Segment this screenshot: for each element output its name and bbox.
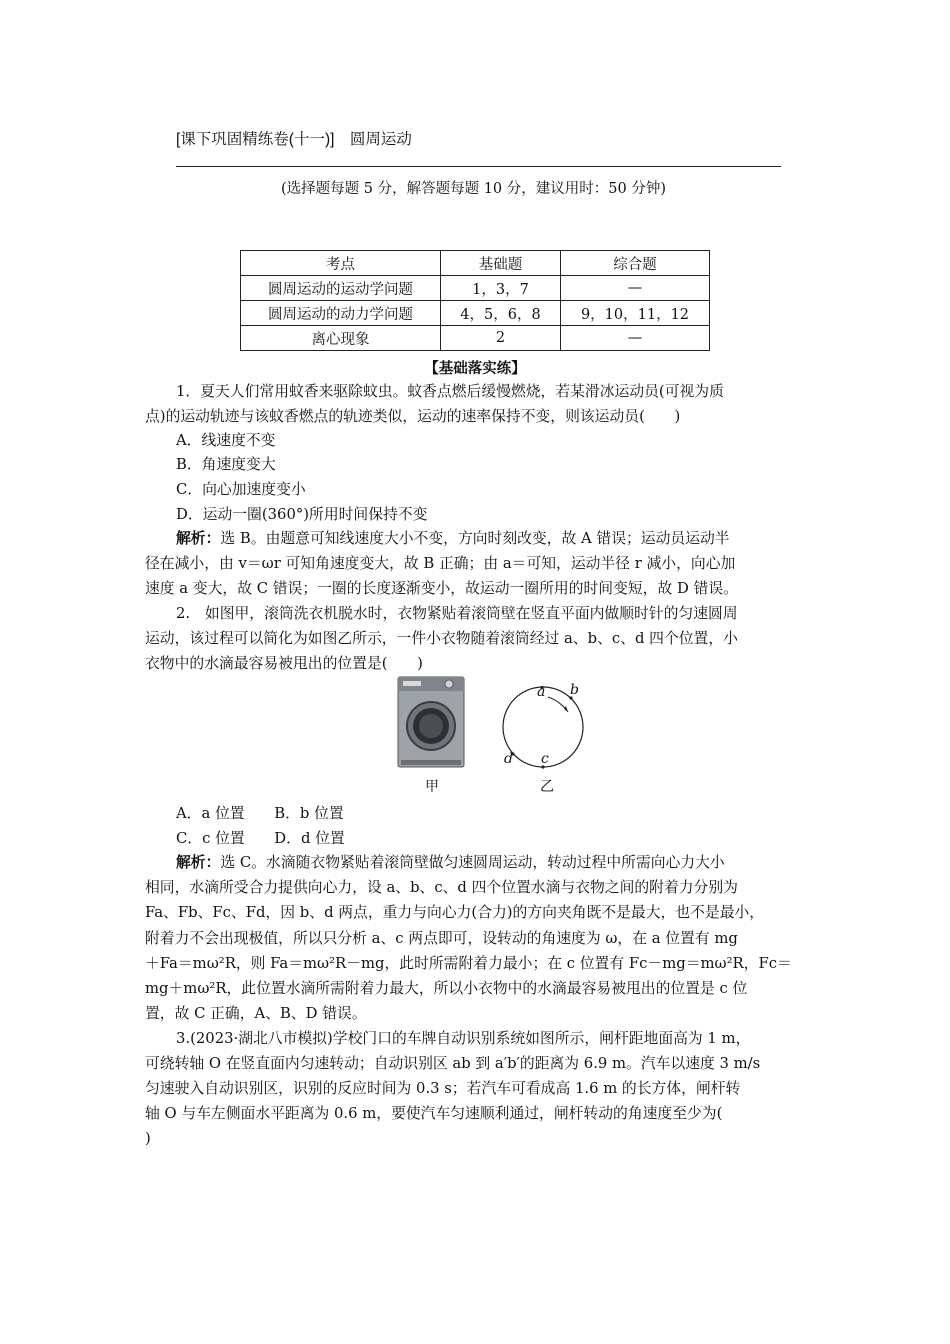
table-cell: — [561,276,710,301]
q2-solution-text: 选 C。水滴随衣物紧贴着滚筒壁做匀速圆周运动，转动过程中所需向心力大小 [220,854,725,871]
table-cell: 1，3，7 [441,276,561,301]
q3-line: 3.(2023·湖北八市模拟)学校门口的车牌自动识别系统如图所示，闸杆距地面高为 1 m， [176,1030,751,1047]
q2-options-cd: C．c 位置 D．d 位置 [176,830,345,847]
q1-solution-line [176,528,730,550]
table-row [241,276,710,301]
q2-solution-line [176,852,725,874]
q1-solution-text: 选 B。由题意可知线速度大小不变，方向时刻改变，故 A 错误；运动员运动半 [220,530,730,547]
figure-label-jia: 甲 [425,779,439,795]
q2-line: 2. 如图甲，滚筒洗衣机脱水时，衣物紧贴着滚筒壁在竖直平面内做顺时针的匀速圆周 [176,605,738,622]
table-header: 综合题 [561,251,710,276]
topics-table [240,250,710,351]
table-cell: 圆周运动的动力学问题 [241,301,441,326]
q2-solution-line: 相同，水滴所受合力提供向心力，设 a、b、c、d 四个位置水滴与衣物之间的附着力分别为 [145,879,738,896]
q1-line: 1．夏天人们常用蚊香来驱除蚊虫。蚊香点燃后缓慢燃烧，若某滑冰运动员(可视为质 [176,383,724,400]
q2-solution-line: 置，故 C 正确，A、B、D 错误。 [145,1005,367,1022]
section-heading: 【基础落实练】 [424,360,526,377]
point-b-label: b [570,682,579,698]
table-header: 基础题 [441,251,561,276]
table-cell: 圆周运动的运动学问题 [241,276,441,301]
q1-solution-line: 速度 a 变大，故 C 错误；一圈的长度逐渐变小，故运动一圈所用的时间变短，故 D 错误。 [145,580,738,597]
solution-label: 解析： [176,530,221,547]
q1-line: 点)的运动轨迹与该蚊香燃点的轨迹类似，运动的速率保持不变，则该运动员( ) [145,408,681,425]
q2-solution-line: 附着力不会出现极值，所以只分析 a、c 两点即可，设转动的角速度为 ω，在 a 位置有 mg [145,930,738,947]
washing-machine-figure [397,676,465,768]
table-row [241,326,710,351]
table-header: 考点 [241,251,441,276]
q3-line: ) [145,1130,151,1147]
q2-line: 运动，该过程可以简化为如图乙所示，一件小衣物随着滚筒经过 a、b、c、d 四个位置，小 [145,630,738,647]
point-d-label: d [504,751,513,767]
time-note: (选择题每题 5 分，解答题每题 10 分，建议用时：50 分钟) [281,181,666,197]
q2-solution-line: ＋Fa＝mω²R，则 Fa＝mω²R－mg，此时所需附着力最小；在 c 位置有 Fc－mg＝mω²R，Fc＝ [145,955,792,972]
q1-option-a: A．线速度不变 [176,432,276,449]
title-rule [176,166,781,167]
solution-label: 解析： [176,854,221,871]
q1-option-b: B．角速度变大 [176,456,276,473]
q3-line: 可绕转轴 O 在竖直面内匀速转动；自动识别区 ab 到 a′b′的距离为 6.9 m。汽车以速度 3 m/s [145,1055,761,1072]
q2-solution-line: Fa、Fb、Fc、Fd，因 b、d 两点，重力与向心力(合力)的方向夹角既不是最大，也不是最小， [145,904,765,921]
q1-option-d: D．运动一圈(360°)所用时间保持不变 [176,506,428,523]
table-cell: 4，5，6，8 [441,301,561,326]
q2-line: 衣物中的水滴最容易被甩出的位置是( ) [145,655,423,672]
q3-line: 轴 O 与车左侧面水平距离为 0.6 m，要使汽车匀速顺利通过，闸杆转动的角速度至少为( [145,1105,723,1122]
table-row [241,301,710,326]
page-title: [课下巩固精练卷(十一)] 圆周运动 [176,131,412,148]
q2-solution-line: mg＋mω²R，此位置水滴所需附着力最大，所以小衣物中的水滴最容易被甩出的位置是 c 位 [145,980,748,997]
q2-options-ab: A．a 位置 B．b 位置 [176,805,344,822]
table-cell: 9，10，11，12 [561,301,710,326]
q1-solution-line: 径在减小，由 v＝ωr 可知角速度变大，故 B 正确；由 a＝可知，运动半径 r 减小，向心加 [145,555,736,572]
q3-line: 匀速驶入自动识别区，识别的反应时间为 0.3 s；若汽车可看成高 1.6 m 的长方体，闸杆转 [145,1080,741,1097]
figure-label-yi: 乙 [540,779,554,795]
point-a-label: a [537,684,546,700]
table-cell: — [561,326,710,351]
table-cell: 2 [441,326,561,351]
q1-option-c: C．向心加速度变小 [176,481,306,498]
table-header-row [241,251,710,276]
table-cell: 离心现象 [241,326,441,351]
point-c-label: c [541,751,549,767]
